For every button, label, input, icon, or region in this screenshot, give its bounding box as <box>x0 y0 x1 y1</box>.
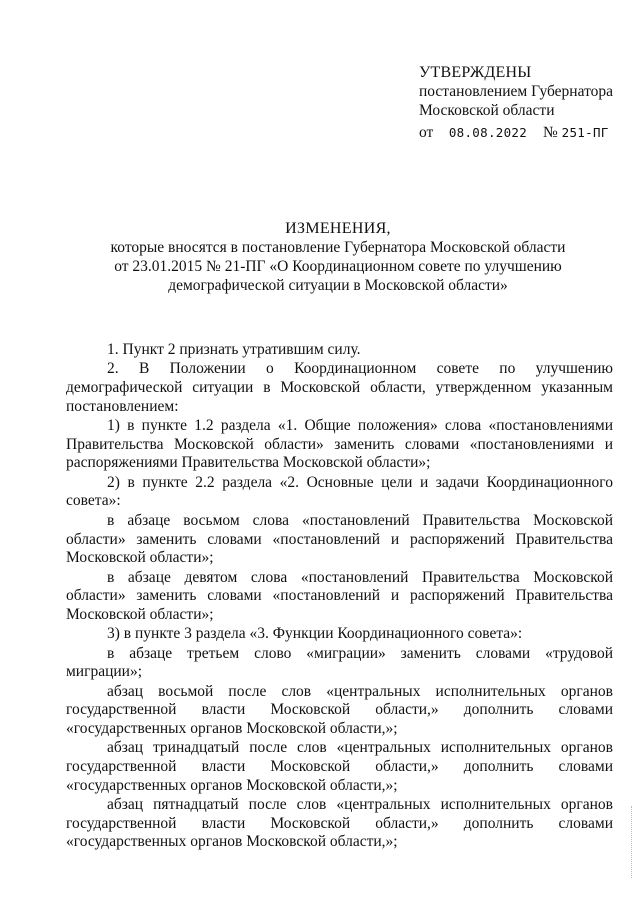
paragraph-2: 2. В Положении о Координационном совете по улучшению демографической ситуации в Московской области, утвержденном указанным постановлением: <box>66 360 613 415</box>
approval-date: 08.08.2022 <box>448 125 528 140</box>
paragraph-9: абзац восьмой после слов «центральных исполнительных органов государственной власти Московской области,» дополнить словами «государственных органов Московской области,»; <box>66 682 613 737</box>
paragraph-7: 3) в пункте 3 раздела «3. Функции Координационного совета»: <box>107 625 523 643</box>
approval-line-2: Московской области <box>419 102 555 119</box>
paragraph-10: абзац тринадцатый после слов «центральных исполнительных органов государственной власти Московской области,» дополнить словами «государственных органов Московской области,»; <box>66 739 613 794</box>
paragraph-8: в абзаце третьем слово «миграции» заменить словами «трудовой миграции»; <box>66 644 613 681</box>
paragraph-4: 2) в пункте 2.2 раздела «2. Основные цели и задачи Координационного совета»: <box>66 473 613 510</box>
approval-line-1: постановлением Губернатора <box>419 83 614 100</box>
paragraph-3: 1) в пункте 1.2 раздела «1. Общие положения» слова «постановлениями Правительства Московской области» заменить словами «постановлениями и распоряжениями Правительства Московской области»; <box>66 417 613 472</box>
approval-heading: УТВЕРЖДЕНЫ <box>419 64 532 81</box>
approval-from-label: от <box>419 124 434 141</box>
title-line-3: демографической ситуации в Московской области» <box>168 277 508 294</box>
approval-number-sign: № <box>542 124 558 141</box>
document-title <box>60 219 616 295</box>
paragraph-11: абзац пятнадцатый после слов «центральных исполнительных органов государственной власти Московской области,» дополнить словами «государственных органов Московской области,»; <box>66 796 613 851</box>
title-main: ИЗМЕНЕНИЯ, <box>285 220 391 237</box>
approval-number: 251-ПГ <box>561 125 609 140</box>
approval-date-row <box>419 123 629 142</box>
document-body <box>66 341 613 853</box>
title-line-1: которые вносятся в постановление Губернатора Московской области <box>110 239 566 256</box>
title-line-2: от 23.01.2015 № 21-ПГ «О Координационном совете по улучшению <box>114 258 562 275</box>
paragraph-5: в абзаце восьмом слова «постановлений Правительства Московской области» заменить словами «постановлений и распоряжений Правительства Московской области»; <box>66 511 613 567</box>
paragraph-1: 1. Пункт 2 признать утратившим силу. <box>107 341 361 358</box>
scan-edge-mark <box>631 806 636 878</box>
approval-stamp <box>419 63 629 142</box>
paragraph-6: в абзаце девятом слова «постановлений Правительства Московской области» заменить словами «постановлений и распоряжений Правительства Московской области»; <box>66 568 613 623</box>
